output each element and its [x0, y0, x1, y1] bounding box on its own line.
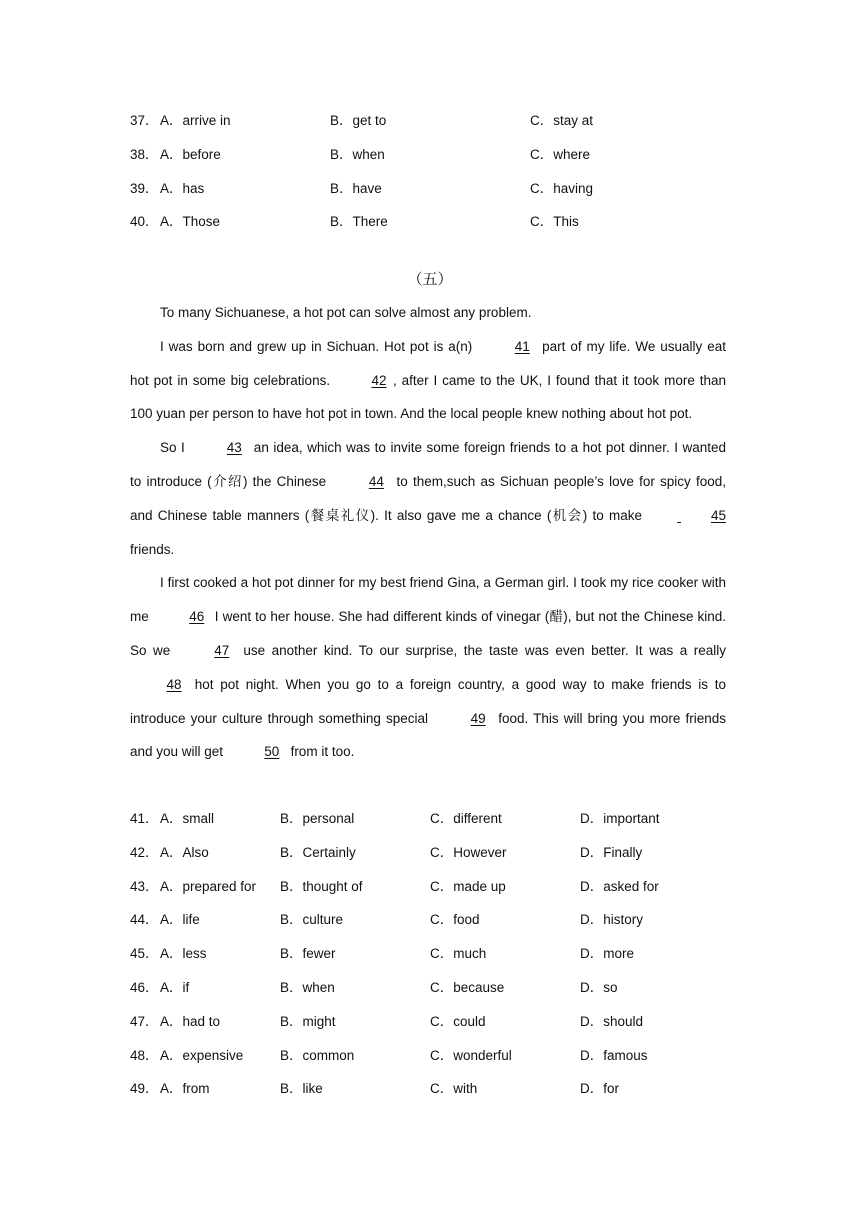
section-title: （五）: [407, 270, 453, 288]
option-a[interactable]: A．had to: [160, 1013, 221, 1029]
passage: [130, 296, 726, 769]
option-b[interactable]: B．culture: [280, 912, 344, 928]
blank-49[interactable]: 49: [470, 710, 486, 726]
option-row: [0, 843, 860, 863]
option-d[interactable]: D．Finally: [580, 844, 643, 860]
question-number: 41．: [130, 811, 159, 826]
option-c[interactable]: C．could: [430, 1013, 486, 1029]
blank-42[interactable]: 42: [371, 372, 387, 388]
question-number: 45．: [130, 946, 159, 962]
blank-45[interactable]: 45: [710, 507, 726, 523]
option-b[interactable]: B．common: [280, 1047, 355, 1063]
passage-paragraph-3: So I 43 an idea, which was to invite some foreign friends to a hot pot dinner. I wanted to introduce (介绍) the Chinese 44 to them,such as Sichuan people’s love for spicy food, and Chinese table manners (餐桌礼仪). It also gave me a chance (机会) to make 45 friends.: [130, 431, 726, 566]
option-a[interactable]: A．small: [160, 811, 215, 826]
blank-45-start[interactable]: [647, 499, 681, 533]
option-d[interactable]: D．for: [580, 1081, 620, 1097]
question-number: 40．: [130, 214, 159, 230]
option-c[interactable]: C．made up: [430, 878, 506, 894]
option-b[interactable]: B．like: [280, 1081, 323, 1097]
question-number: 48．: [130, 1047, 159, 1063]
question-number: 38．: [130, 146, 159, 162]
option-b[interactable]: B．get to: [330, 113, 387, 128]
blank-47[interactable]: 47: [214, 642, 230, 658]
blank-41[interactable]: 41: [514, 338, 530, 354]
option-a[interactable]: A．life: [160, 912, 200, 928]
option-c[interactable]: C．stay at: [530, 113, 594, 128]
option-a[interactable]: A．from: [160, 1081, 210, 1097]
option-c[interactable]: C．because: [430, 980, 505, 995]
option-d[interactable]: D．important: [580, 811, 660, 826]
option-d[interactable]: D．famous: [580, 1047, 648, 1063]
option-a[interactable]: A．arrive in: [160, 113, 231, 128]
option-row: [0, 1079, 860, 1099]
option-a[interactable]: A．less: [160, 946, 207, 962]
option-b[interactable]: B．have: [330, 180, 382, 196]
option-c[interactable]: C．However: [430, 844, 507, 860]
question-number: 49．: [130, 1081, 159, 1097]
option-c[interactable]: C．food: [430, 912, 480, 928]
option-row: [0, 212, 860, 232]
blank-50[interactable]: 50: [264, 744, 280, 760]
option-row: [0, 944, 860, 964]
question-number: 43．: [130, 878, 159, 894]
option-b[interactable]: B．thought of: [280, 878, 363, 894]
passage-paragraph-4: I first cooked a hot pot dinner for my best friend Gina, a German girl. I took my rice cooker with me 46 I went to her house. She had different kinds of vinegar (醋), but not the Chinese kind. So we 47 use another kind. To our surprise, the taste was even better. It was a really 48 hot pot night. When you go to a foreign country, a good way to make friends is to introduce your culture through something special 49 food. This will bring you more friends and you will get 50 from it too.: [130, 566, 726, 769]
option-d[interactable]: D．more: [580, 946, 635, 962]
option-b[interactable]: B．fewer: [280, 946, 336, 962]
option-a[interactable]: A．prepared for: [160, 878, 257, 894]
option-d[interactable]: D．should: [580, 1013, 644, 1029]
option-b[interactable]: B．when: [330, 146, 385, 162]
option-row: [0, 1012, 860, 1032]
option-a[interactable]: A．before: [160, 146, 221, 162]
passage-paragraph-2: I was born and grew up in Sichuan. Hot pot is a(n) 41 part of my life. We usually eat hot pot in some big celebrations. 42 , after I came to the UK, I found that it took more than 100 yuan per person to have hot pot in town. And the local people knew nothing about hot pot.: [130, 330, 726, 431]
option-b[interactable]: B．might: [280, 1013, 336, 1029]
option-row: [0, 111, 860, 131]
option-d[interactable]: D．asked for: [580, 878, 659, 894]
option-row: [0, 877, 860, 897]
blank-43[interactable]: 43: [226, 440, 242, 456]
option-c[interactable]: C．with: [430, 1081, 478, 1097]
question-number: 39．: [130, 180, 159, 196]
option-c[interactable]: C．having: [530, 180, 594, 196]
question-number: 42．: [130, 844, 159, 860]
option-b[interactable]: B．There: [330, 214, 388, 230]
question-number: 37．: [130, 113, 159, 128]
option-c[interactable]: C．where: [530, 146, 591, 162]
blank-48[interactable]: 48: [166, 676, 182, 692]
option-c[interactable]: C．This: [530, 214, 579, 230]
option-c[interactable]: C．different: [430, 811, 502, 826]
option-row: [0, 809, 860, 829]
option-row: [0, 910, 860, 930]
option-row: [0, 179, 860, 199]
blank-46[interactable]: 46: [189, 609, 205, 625]
option-row: [0, 1046, 860, 1066]
option-row: [0, 145, 860, 165]
option-a[interactable]: A．has: [160, 180, 205, 196]
option-b[interactable]: B．personal: [280, 811, 355, 826]
option-b[interactable]: B．Certainly: [280, 844, 356, 860]
passage-paragraph-1: To many Sichuanese, a hot pot can solve almost any problem.: [160, 305, 532, 320]
option-d[interactable]: D．history: [580, 912, 644, 928]
option-row: [0, 978, 860, 998]
option-b[interactable]: B．when: [280, 980, 335, 995]
option-a[interactable]: A．if: [160, 980, 190, 995]
blank-44[interactable]: 44: [368, 473, 384, 489]
question-number: 46．: [130, 980, 159, 995]
option-a[interactable]: A．Also: [160, 844, 209, 860]
question-number: 44．: [130, 912, 159, 928]
question-number: 47．: [130, 1013, 159, 1029]
option-c[interactable]: C．much: [430, 946, 487, 962]
option-d[interactable]: D．so: [580, 980, 618, 995]
option-c[interactable]: C．wonderful: [430, 1047, 512, 1063]
option-a[interactable]: A．expensive: [160, 1047, 244, 1063]
option-a[interactable]: A．Those: [160, 214, 221, 230]
